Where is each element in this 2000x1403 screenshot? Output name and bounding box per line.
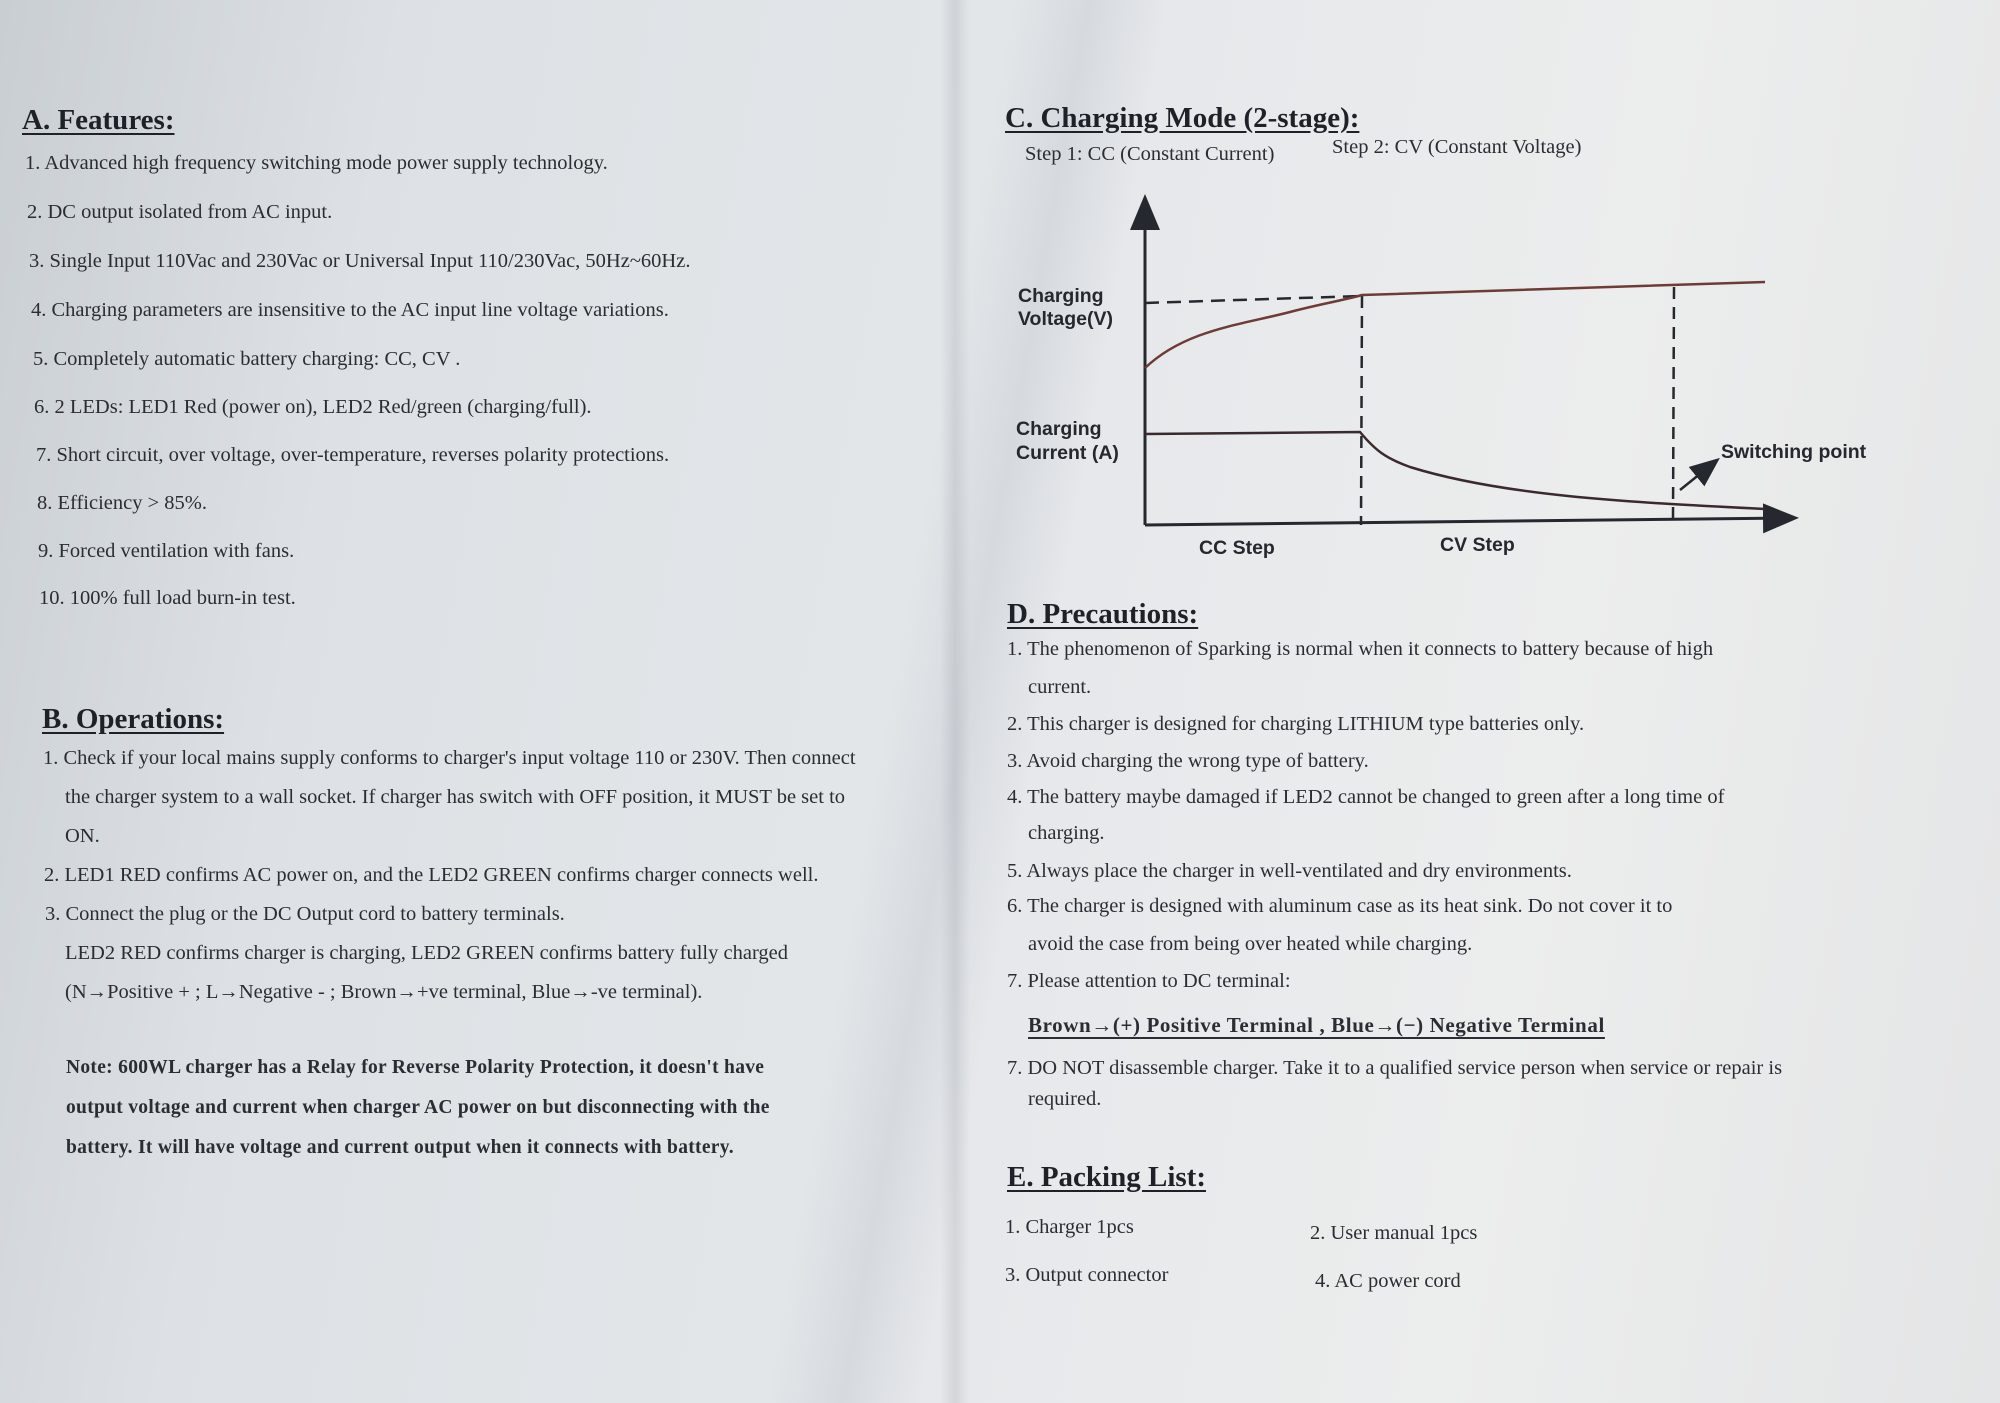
precaution-line: charging. [1028,822,1105,844]
feature-item: 3. Single Input 110Vac and 230Vac or Universal Input 110/230Vac, 50Hz~60Hz. [29,250,691,272]
operations-line: 1. Check if your local mains supply conforms to charger's input voltage 110 or 230V. Then connect [43,747,856,769]
operations-line: LED2 RED confirms charger is charging, LED2 GREEN confirms battery fully charged [65,942,789,964]
switching-point-label: Switching point [1721,441,1867,463]
feature-item: 9. Forced ventilation with fans. [38,540,295,562]
precaution-line: 5. Always place the charger in well-ventilated and dry environments. [1007,860,1572,882]
step1-label: Step 1: CC (Constant Current) [1025,143,1275,165]
operations-line: 2. LED1 RED confirms AC power on, and the LED2 GREEN confirms charger connects well. [44,864,819,886]
feature-item: 2. DC output isolated from AC input. [27,201,333,223]
cc-cv-boundary-line [1361,296,1362,525]
precaution-line: 6. The charger is designed with aluminum case as its heat sink. Do not cover it to [1007,895,1673,917]
y-label-voltage-2: Voltage(V) [1018,308,1113,330]
packing-list-heading: E. Packing List: [1007,1161,1206,1193]
y-label-voltage-1: Charging [1018,285,1104,307]
operations-line: the charger system to a wall socket. If charger has switch with OFF position, it MUST be set to [65,786,846,808]
precaution-line: current. [1028,676,1092,698]
feature-item: 4. Charging parameters are insensitive to the AC input line voltage variations. [31,299,669,321]
y-label-current-1: Charging [1016,418,1102,440]
precaution-line: avoid the case from being over heated while charging. [1028,933,1473,955]
precautions-heading: D. Precautions: [1007,598,1199,630]
operations-line: (N→Positive + ; L→Negative - ; Brown→+ve terminal, Blue→-ve terminal). [65,981,703,1003]
packing-item: 2. User manual 1pcs [1310,1222,1478,1244]
note-line: Note: 600WL charger has a Relay for Reverse Polarity Protection, it doesn't have [66,1057,765,1078]
x-segment-cv: CV Step [1440,534,1515,556]
packing-item: 3. Output connector [1005,1264,1169,1286]
note-line: battery. It will have voltage and current output when it connects with battery. [66,1137,734,1158]
feature-item: 10. 100% full load burn-in test. [39,587,296,609]
precaution-line: 2. This charger is designed for charging LITHIUM type batteries only. [1007,713,1585,735]
precaution-line: 7. DO NOT disassemble charger. Take it to a qualified service person when service or repair is [1007,1057,1783,1079]
step2-label: Step 2: CV (Constant Voltage) [1332,136,1582,158]
voltage-series-line [1145,282,1765,368]
charging-mode-heading: C. Charging Mode (2-stage): [1005,102,1360,134]
feature-item: 6. 2 LEDs: LED1 Red (power on), LED2 Red/green (charging/full). [34,396,592,418]
switching-point-line [1673,287,1674,518]
precaution-line: 1. The phenomenon of Sparking is normal when it connects to battery because of high [1007,638,1714,660]
features-heading: A. Features: [22,104,175,136]
packing-item: 1. Charger 1pcs [1005,1216,1134,1238]
x-segment-cc: CC Step [1199,537,1275,559]
note-line: output voltage and current when charger AC power on but disconnecting with the [66,1097,770,1118]
packing-item: 4. AC power cord [1315,1270,1461,1292]
operations-heading: B. Operations: [42,703,225,735]
precaution-line: 7. Please attention to DC terminal: [1007,970,1291,992]
precaution-line: required. [1028,1088,1102,1110]
terminal-polarity-line: Brown→(+) Positive Terminal , Blue→(−) Negative Terminal [1028,1013,1605,1037]
feature-item: 7. Short circuit, over voltage, over-temperature, reverses polarity protections. [36,444,670,466]
operations-line: ON. [65,825,100,847]
feature-item: 1. Advanced high frequency switching mode power supply technology. [25,152,608,174]
feature-item: 5. Completely automatic battery charging: CC, CV . [33,348,461,370]
x-axis [1145,518,1793,525]
feature-item: 8. Efficiency > 85%. [37,492,208,514]
switching-point-arrow [1680,461,1716,490]
precaution-line: 4. The battery maybe damaged if LED2 cannot be changed to green after a long time of [1007,786,1725,808]
operations-line: 3. Connect the plug or the DC Output cord to battery terminals. [45,903,565,925]
precaution-line: 3. Avoid charging the wrong type of battery. [1007,750,1369,772]
y-label-current-2: Current (A) [1016,442,1119,464]
